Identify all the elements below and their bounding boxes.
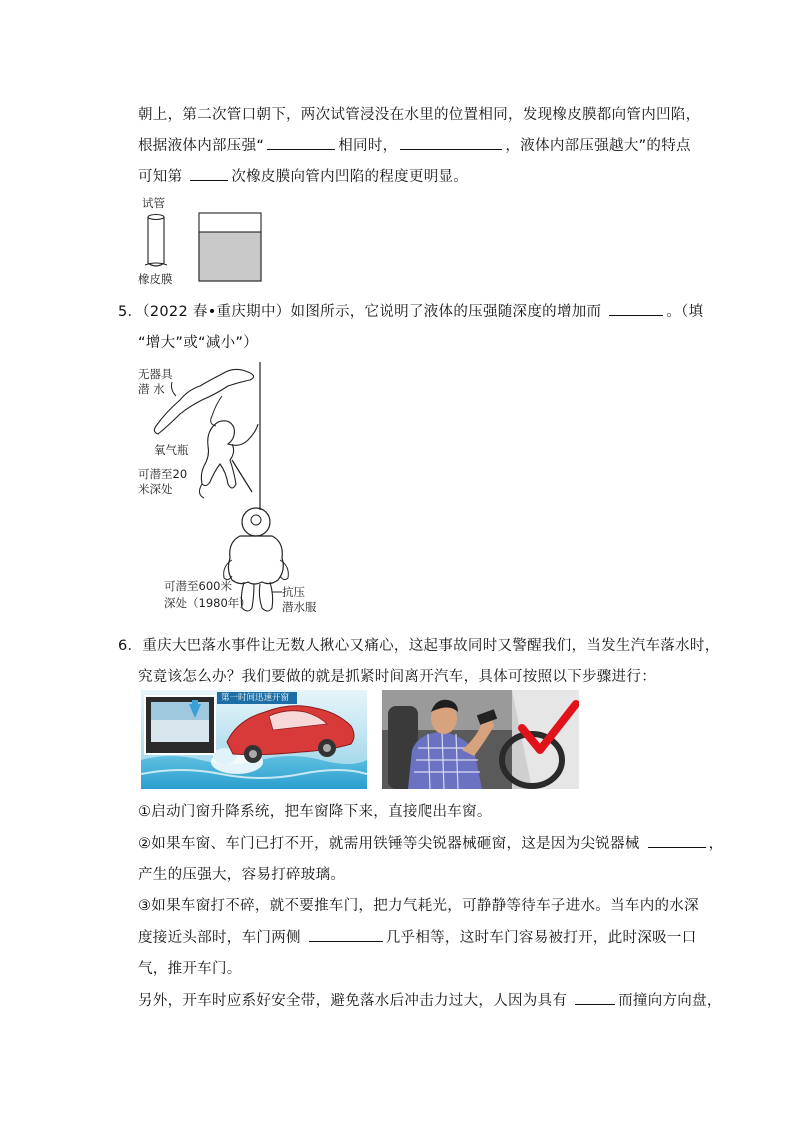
q6-step2-part-b: ，	[708, 836, 724, 852]
q4-text-line-3	[138, 165, 468, 186]
q6-last-line	[138, 989, 722, 1010]
q4-line2-part-a: 根据液体内部压强“	[138, 138, 265, 154]
q5-line1-part-b: 。（填	[666, 304, 704, 320]
label-dive-600-line1: 可潜至600米	[164, 579, 232, 593]
q4-line2-part-b: 相同时，	[338, 138, 398, 154]
q4-blank-1[interactable]	[267, 135, 335, 150]
label-suit-line2: 潜水服	[282, 600, 317, 614]
q4-line3-part-a: 可知第	[138, 169, 188, 185]
q6-blank-3[interactable]	[575, 990, 615, 1005]
q6-step2-part-a: ②如果车窗、车门已打不开，就需用铁锤等尖锐器械砸窗，这是因为尖锐器械	[138, 836, 645, 852]
q5-text-line-1	[118, 300, 703, 321]
q4-line2-part-c: ，液体内部压强越大”的特点	[505, 138, 691, 154]
q6-step-3-line3: 气，推开车门。	[138, 961, 242, 977]
q4-blank-2[interactable]	[400, 135, 502, 150]
car-window-photo	[141, 690, 367, 789]
q6-blank-1[interactable]	[648, 833, 706, 848]
q5-blank-1[interactable]	[609, 301, 663, 316]
q6-step-3-line1: ③如果车窗打不碎，就不要推车门，把力气耗光，可静静等待车子进水。当车内的水深	[138, 898, 699, 914]
q6-line1-text: 重庆大巴落水事件让无数人揪心又痛心，这起事故同时又警醒我们，当发生汽车落水时，	[142, 638, 720, 654]
driver-photo	[382, 690, 579, 789]
q4-text-line-1: 朝上，第二次管口朝下，两次试管浸没在水里的位置相同，发现橡皮膜都向管内凹陷，	[138, 107, 701, 123]
label-free-dive-line2: 潜 水	[138, 382, 165, 396]
q4-text-line-2	[138, 134, 691, 155]
car-photo-caption: 第一时间迅速开窗	[221, 693, 290, 703]
q5-diving-figure	[136, 360, 326, 618]
label-dive-20-line2: 米深处	[138, 482, 173, 496]
q5-number: 5．	[118, 304, 143, 320]
q6-blank-2[interactable]	[309, 927, 383, 942]
q4-line3-part-b: 次橡皮膜向管内凹陷的程度更明显。	[231, 169, 469, 185]
label-oxygen: 氧气瓶	[154, 443, 189, 457]
label-dive-600-line2: 深处（1980年）	[164, 596, 251, 610]
q6-step3-part-c: 几乎相等，这时车门容易被打开，此时深吸一口	[385, 930, 697, 946]
q4-figure	[136, 195, 271, 287]
q6-step-2-line1	[138, 832, 723, 853]
q5-text-line-2: “增大”或“减小”）	[138, 335, 259, 351]
q6-step-3-line2	[138, 926, 697, 947]
label-suit-line1: 抗压	[282, 585, 305, 599]
q6-text-line-1	[118, 634, 720, 655]
label-free-dive-line1: 无器具	[138, 367, 173, 381]
q4-blank-3[interactable]	[190, 166, 228, 181]
q6-step3-part-b: 度接近头部时，车门两侧	[138, 930, 306, 946]
q6-text-line-2: 究竟该怎么办？我们要做的就是抓紧时间离开汽车，具体可按照以下步骤进行：	[138, 669, 656, 685]
film-label: 橡皮膜	[138, 272, 173, 286]
q6-step-1: ①启动门窗升降系统，把车窗降下来，直接爬出车窗。	[138, 804, 492, 820]
label-dive-20-line1: 可潜至20	[138, 467, 188, 481]
q6-number: 6．	[118, 638, 143, 654]
tube-label: 试管	[142, 196, 165, 210]
q5-line1-part-a: （2022 春•重庆期中）如图所示，它说明了液体的压强随深度的增加而	[142, 304, 607, 320]
q6-step-2-line2: 产生的压强大，容易打碎玻璃。	[138, 867, 346, 883]
q6-last-part-b: 而撞向方向盘，	[618, 993, 722, 1009]
q6-last-part-a: 另外，开车时应系好安全带，避免落水后冲击力过大，人因为具有	[138, 993, 573, 1009]
